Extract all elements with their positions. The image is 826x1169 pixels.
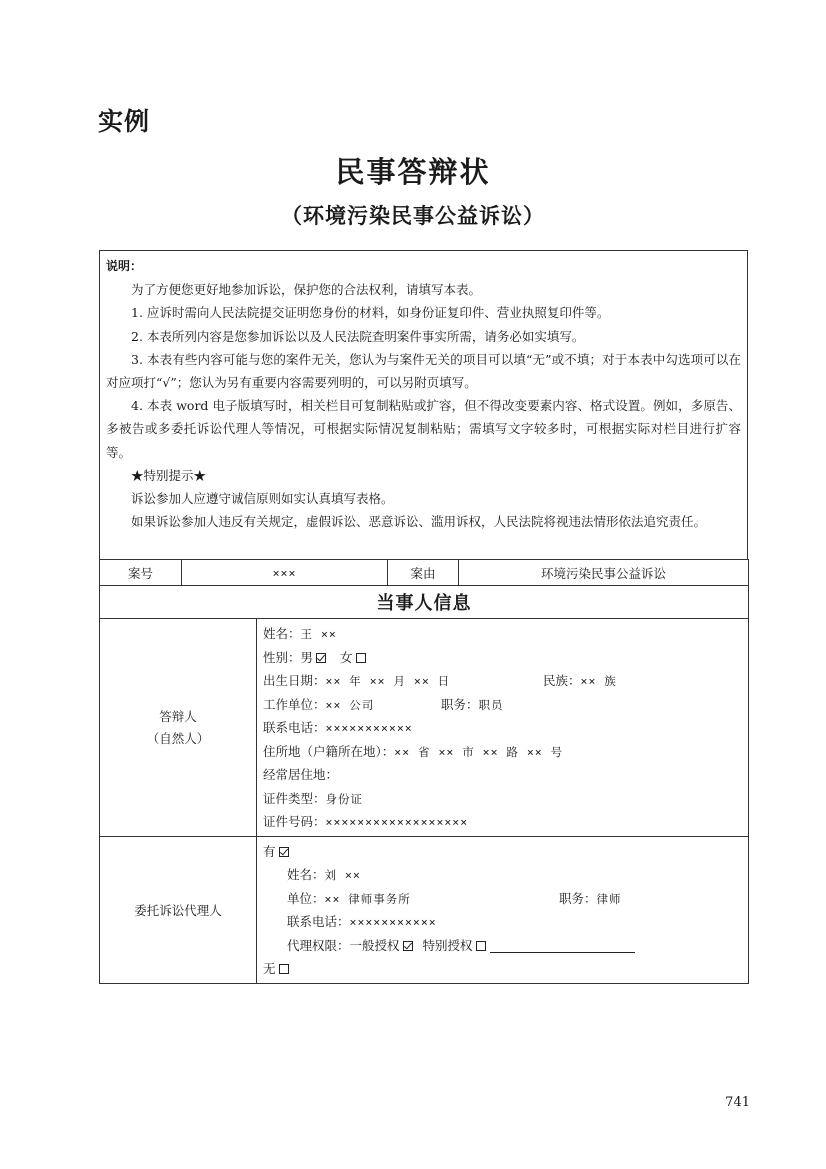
special-authority-label: 特别授权 (422, 937, 473, 953)
gender-female-checkbox[interactable] (356, 653, 366, 663)
id-number-value[interactable]: ×××××××××××××××××× (325, 815, 469, 829)
general-authority-label: 一般授权 (349, 937, 400, 953)
agent-label-cell (100, 836, 257, 983)
case-form-table (99, 559, 749, 984)
respondent-label: 答辩人 (159, 709, 197, 725)
respondent-row (100, 619, 749, 837)
agent-none-label: 无 (263, 961, 276, 976)
address-value[interactable]: ×× 省 ×× 市 ×× 路 ×× 号 (394, 744, 564, 759)
respondent-phone-line (263, 716, 742, 740)
page-number: 741 (725, 1095, 750, 1110)
birth-value[interactable]: ×× 年 ×× 月 ×× 日 (325, 674, 451, 688)
respondent-birth-line (263, 669, 742, 693)
case-info-row (100, 560, 749, 586)
name-label: 姓名： (263, 626, 301, 641)
respondent-residence-line (263, 763, 742, 787)
respondent-id-type-line (263, 787, 742, 811)
general-authority-checkbox[interactable] (403, 941, 413, 951)
gender-male-checkbox[interactable] (316, 653, 326, 663)
work-unit-value[interactable]: ×× 公司 (325, 697, 375, 712)
agent-unit-line (263, 887, 742, 911)
agent-none-line (263, 957, 742, 981)
address-label: 住所地（户籍所在地）： (263, 743, 395, 759)
respondent-details (257, 619, 749, 837)
respondent-label-cell (100, 619, 257, 837)
birth-label: 出生日期： (263, 673, 326, 688)
ethnic-label: 民族： (543, 673, 581, 688)
agent-unit-label: 单位： (287, 890, 325, 906)
case-number-label: 案号 (100, 560, 182, 586)
phone-value[interactable]: ××××××××××× (325, 721, 413, 735)
agent-has-checkbox[interactable] (279, 847, 289, 857)
agent-phone-label: 联系电话： (287, 914, 350, 929)
id-type-label: 证件类型： (263, 790, 326, 806)
instruction-paragraph: 诉讼参加人应遵守诚信原则如实认真填写表格。 (131, 491, 394, 507)
agent-authority-line (263, 934, 742, 958)
respondent-type-label: （自然人） (146, 731, 210, 747)
agent-job-group (559, 887, 622, 912)
instruction-paragraph: 1. 应诉时需向人民法院提交证明您身份的材料，如身份证复印件、营业执照复印件等。 (131, 305, 610, 321)
agent-unit-value[interactable]: ×× 律师事务所 (324, 891, 411, 906)
case-number-value[interactable]: ××× (182, 560, 388, 586)
special-authority-blank[interactable] (490, 938, 635, 953)
name-value[interactable]: 王 ×× (300, 627, 337, 641)
agent-has-label: 有 (263, 843, 276, 859)
respondent-name-line (263, 622, 742, 646)
case-cause-label: 案由 (388, 560, 459, 586)
agent-name-value[interactable]: 刘 ×× (324, 868, 361, 882)
instruction-paragraph: 2. 本表所列内容是您参加诉讼以及人民法院查明案件事实所需，请务必如实填写。 (131, 328, 585, 344)
residence-label: 经常居住地： (263, 767, 339, 782)
party-info-heading: 当事人信息 (100, 586, 749, 619)
id-number-label: 证件号码： (263, 814, 326, 829)
instructions-label: 说明： (106, 259, 143, 273)
agent-none-checkbox[interactable] (279, 964, 289, 974)
instruction-paragraph: 3. 本表有些内容可能与您的案件无关，您认为与案件无关的项目可以填“无”或不填；对于本表中勾选项可以在对应项打“√”；您认为另有重要内容需要列明的，可以另附页填写。 (106, 351, 741, 391)
special-notice-heading: ★特别提示★ (131, 467, 207, 483)
instruction-paragraph: 如果诉讼参加人违反有关规定，虚假诉讼、恶意诉讼、滥用诉权，人民法院将视违法情形依法追究责任。 (131, 514, 707, 530)
ethnic-group (543, 669, 617, 694)
respondent-gender-line (263, 646, 742, 670)
agent-name-line (263, 863, 742, 887)
agent-row (100, 836, 749, 983)
work-unit-label: 工作单位： (263, 696, 326, 712)
ethnic-value[interactable]: ×× 族 (580, 674, 617, 688)
section-label: 实例 (98, 107, 151, 136)
agent-phone-value[interactable]: ××××××××××× (349, 915, 437, 929)
instruction-paragraph: 4. 本表 word 电子版填写时，相关栏目可复制粘贴或扩容，但不得改变要素内容、格式设置。例如，多原告、多被告或多委托诉讼代理人等情况，可根据实际情况复制粘贴；需填写文字较多时，可根据实际对栏目进行扩容等。 (106, 398, 741, 460)
document-title: 民事答辩状 (335, 155, 491, 189)
instructions-box (99, 250, 748, 560)
instruction-paragraph: 为了方便您更好地参加诉讼，保护您的合法权利，请填写本表。 (131, 282, 482, 298)
agent-authority-label: 代理权限： (287, 937, 350, 953)
agent-job-value[interactable]: 律师 (596, 891, 622, 906)
agent-label: 委托诉讼代理人 (134, 902, 222, 918)
special-authority-checkbox[interactable] (476, 941, 486, 951)
phone-label: 联系电话： (263, 720, 326, 735)
agent-has-line (263, 840, 742, 864)
respondent-work-line (263, 693, 742, 717)
job-group (441, 693, 504, 718)
gender-male-label: 男 (300, 649, 314, 665)
respondent-id-number-line (263, 810, 742, 834)
case-cause-value[interactable]: 环境污染民事公益诉讼 (459, 560, 749, 586)
gender-label: 性别： (263, 649, 301, 665)
id-type-value[interactable]: 身份证 (325, 791, 364, 806)
party-heading-row (100, 586, 749, 619)
agent-job-label: 职务： (559, 890, 597, 906)
agent-details (257, 836, 749, 983)
agent-phone-line (263, 910, 742, 934)
gender-female-label: 女 (340, 649, 353, 665)
respondent-address-line (263, 740, 742, 764)
document-subtitle: （环境污染民事公益诉讼） (281, 204, 545, 228)
job-label: 职务： (441, 696, 479, 712)
job-value[interactable]: 职员 (478, 697, 504, 712)
agent-name-label: 姓名： (287, 867, 325, 882)
